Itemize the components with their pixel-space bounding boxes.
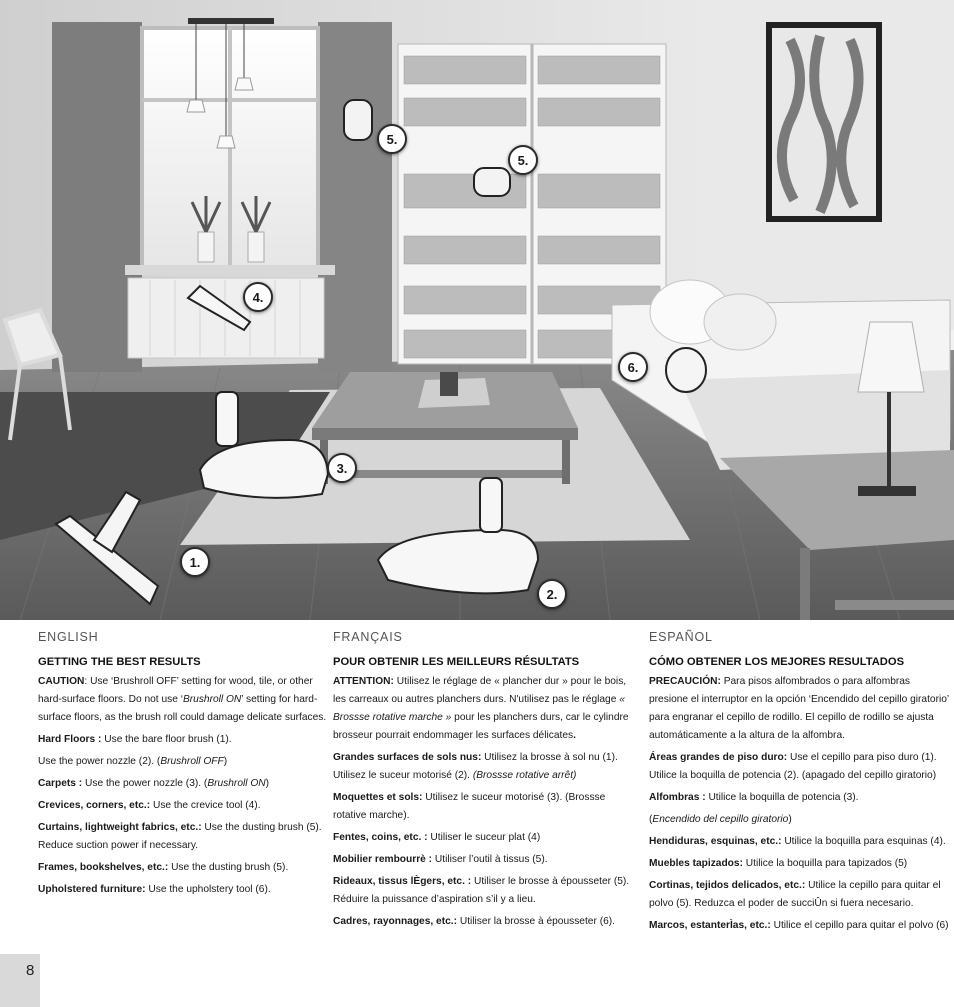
english-frames: Frames, bookshelves, etc.: Use the dusting brush (5). — [38, 862, 289, 873]
page-number: 8 — [26, 962, 35, 979]
english-carpets: Carpets : Use the power nozzle (3). (Brushroll ON) — [38, 778, 270, 789]
french-lang-label: FRANÇAIS — [333, 630, 403, 644]
english-crevices: Crevices, corners, etc.: Use the crevice tool (4). — [38, 800, 261, 811]
callout-6: 6. — [618, 352, 648, 382]
english-power-nozzle: Use the power nozzle (2). (Brushroll OFF) — [38, 756, 228, 767]
callout-5a: 5. — [377, 124, 407, 154]
spanish-hendiduras: Hendiduras, esquinas, etc.: Utilice la boquilla para esquinas (4). — [649, 836, 946, 847]
callout-5b: 5. — [508, 145, 538, 175]
lamp-shade — [858, 322, 924, 392]
french-title: POUR OBTENIR LES MEILLEURS RÉSULTATS — [333, 656, 580, 668]
spanish-lang-label: ESPAÑOL — [649, 630, 713, 644]
english-upholstered: Upholstered furniture: Use the upholstery tool (6). — [38, 884, 271, 895]
french-column — [333, 628, 633, 935]
english-column — [38, 628, 328, 903]
callout-4: 4. — [243, 282, 273, 312]
callout-3: 3. — [327, 453, 357, 483]
english-title: GETTING THE BEST RESULTS — [38, 656, 201, 668]
spanish-title: CÓMO OBTENER LOS MEJORES RESULTADOS — [649, 656, 905, 668]
french-rideaux: Rideaux, tissus lÈgers, etc. : Utiliser le brosse à épousseter (5). Réduire la puissance d’aspiration s’il y a lieu. — [333, 876, 630, 905]
french-attention: ATTENTION: Utilisez le réglage de « plancher dur » pour le bois, les carreaux ou autres planchers durs. N'utilisez pas le réglage « Brossse rotative marche » pour les planchers durs, car le cylindre brosseur pourrait endommager les surfaces délicates. — [333, 676, 629, 741]
english-hard-floors: Hard Floors : Use the bare floor brush (1). — [38, 734, 232, 745]
spanish-encendido: (Encendido del cepillo giratorio) — [649, 814, 792, 825]
spanish-precaucion: PRECAUCIÓN: Para pisos alfombrados o para alfombras presione el interruptor en la opción ‘Encendido del cepillo giratorio’ para engranar el cepillo de rodillo. El cepillo de rodillo se ajusta automáticamente a la altura de la alfombra. — [649, 676, 949, 741]
spanish-areas: Áreas grandes de piso duro: Use el cepillo para piso duro (1). Utilice la boquilla de potencia (2). (apagado del cepillo giratorio) — [649, 752, 937, 781]
spanish-alfombras: Alfombras : Utilice la boquilla de potencia (3). — [649, 792, 859, 803]
french-fentes: Fentes, coins, etc. : Utiliser le suceur plat (4) — [333, 832, 541, 843]
callout-1: 1. — [180, 547, 210, 577]
french-mobilier: Mobilier rembourrè : Utiliser l’outil à tissus (5). — [333, 854, 548, 865]
upholstery-tool — [666, 348, 706, 392]
callout-2: 2. — [537, 579, 567, 609]
spanish-muebles: Muebles tapizados: Utilice la boquilla para tapizados (5) — [649, 858, 908, 869]
spanish-cortinas: Cortinas, tejidos delicados, etc.: Utilice la cepillo para quitar el polvo (5). Reduzca el poder de succiÛn si fuera necesario. — [649, 880, 941, 909]
right-curtain — [318, 22, 392, 372]
french-cadres: Cadres, rayonnages, etc.: Utiliser la brosse à épousseter (6). — [333, 916, 615, 927]
spanish-marcos: Marcos, estanterÌas, etc.: Utilice el cepillo para quitar el polvo (6) — [649, 920, 949, 931]
english-caution: CAUTION: Use ‘Brushroll OFF’ setting for wood, tile, or other hard-surface floors. Do not use ‘Brushroll ON’ setting for hard-surface floors, as the brush roll could damage delicate surfaces. — [38, 676, 327, 723]
english-curtains: Curtains, lightweight fabrics, etc.: Use the dusting brush (5). Reduce suction power if necessary. — [38, 822, 322, 851]
english-lang-label: ENGLISH — [38, 630, 99, 644]
french-sols: Grandes surfaces de sols nus: Utilisez la brosse à sol nu (1). Utilisez le suceur motorisé (2). (Brossse rotative arrêt) — [333, 752, 618, 781]
spanish-column — [649, 628, 951, 939]
french-moquettes: Moquettes et sols: Utilisez le suceur motorisé (3). (Brossse rotative marche). — [333, 792, 606, 821]
